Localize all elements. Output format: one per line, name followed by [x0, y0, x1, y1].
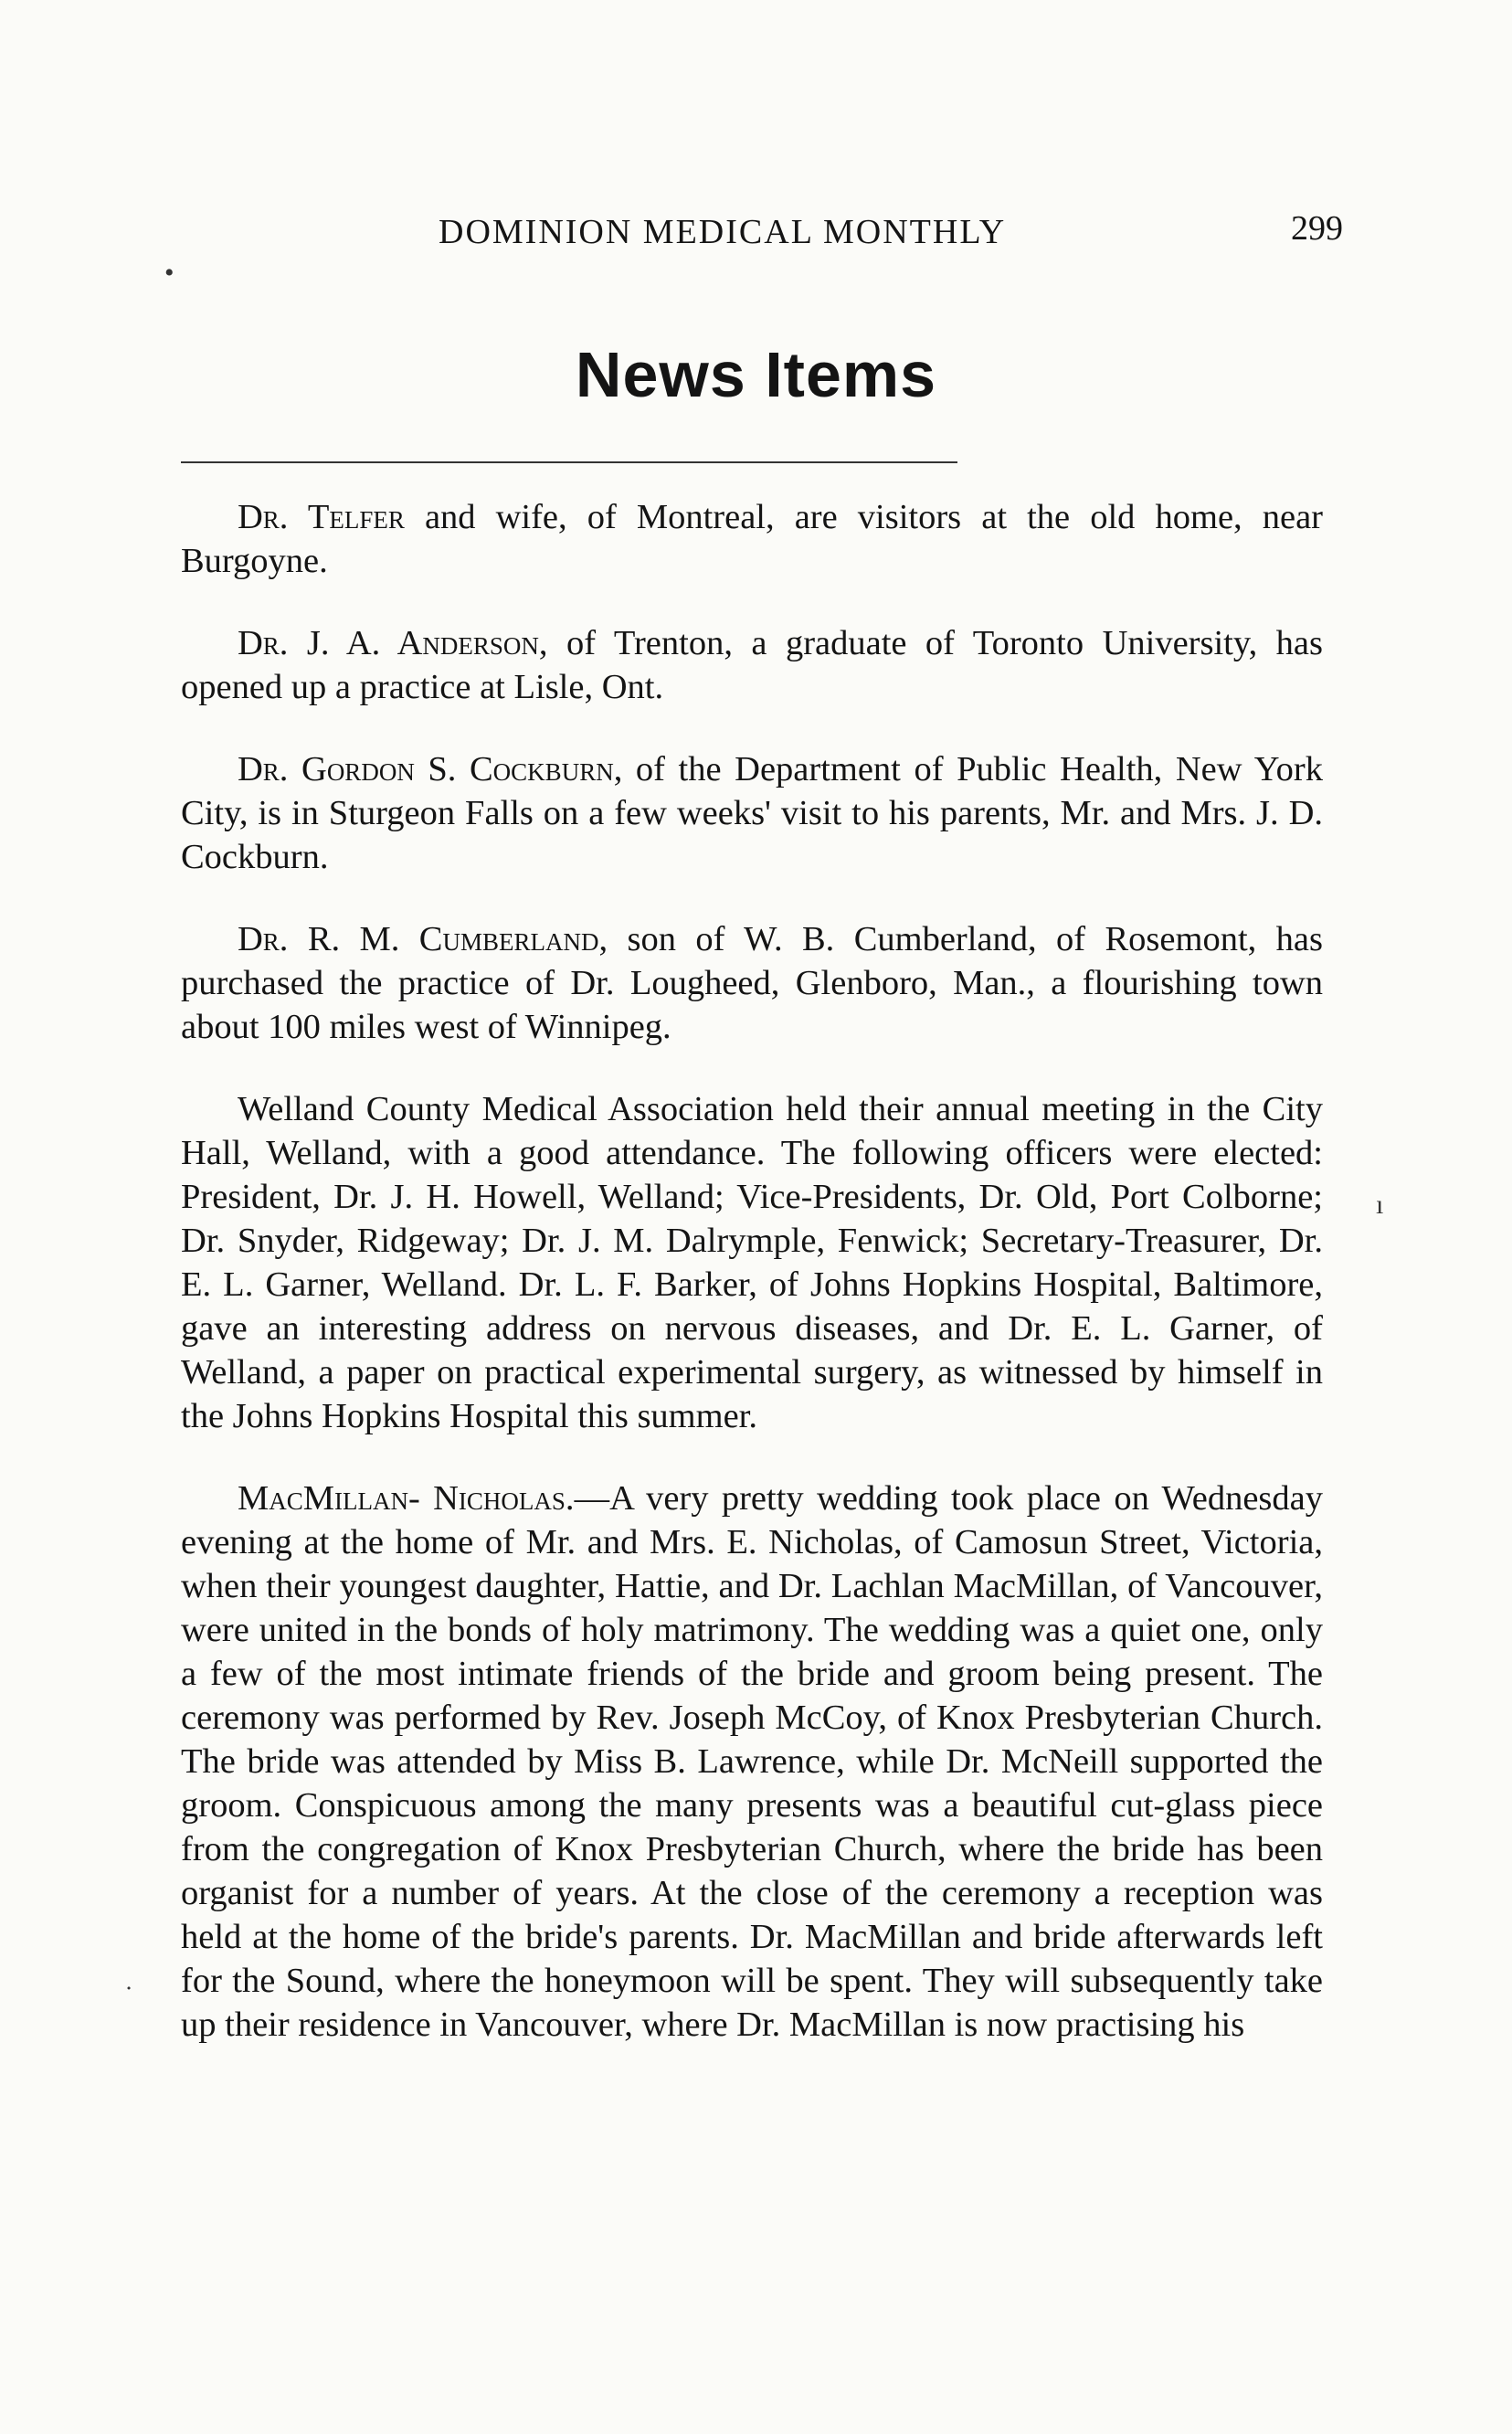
- margin-speck: ı: [1376, 1190, 1384, 1220]
- news-items: [181, 495, 1323, 2085]
- news-item: [181, 917, 1323, 1049]
- section-heading: News Items: [575, 339, 937, 410]
- page-number: 299: [1291, 209, 1343, 248]
- news-item-text: son of W. B. Cumberland, of Rosemont, has purchased the practice of Dr. Lougheed, Glenboro, Man., a flourishing town about 100 miles west of Winnipeg.: [181, 920, 1323, 1046]
- news-item-text: of the Department of Public Health, New York City, is in Sturgeon Falls on a few weeks' visit to his parents, Mr. and Mrs. J. D. Cockburn.: [181, 750, 1323, 876]
- news-item: [181, 747, 1323, 879]
- news-item-text: and wife, of Montreal, are visitors at the old home, near Burgoyne.: [181, 498, 1323, 580]
- journal-name: DOMINION MEDICAL MONTHLY: [439, 213, 1007, 251]
- news-item-text: Welland County Medical Association held their annual meeting in the City Hall, Welland, with a good attendance. The following officers were elected: President, Dr. J. H. Howell, Welland; Vice-Presidents, Dr. Old, Port Colborne; Dr. Snyder, Ridgeway; Dr. J. M. Dalrymple, Fenwick; Secretary-Treasurer, Dr. E. L. Garner, Welland. Dr. L. F. Barker, of Johns Hopkins Hospital, Baltimore, gave an interesting address on nervous diseases, and Dr. E. L. Garner, of Welland, a paper on practical experimental surgery, as witnessed by himself in the Johns Hopkins Hospital this summer.: [181, 1090, 1323, 1435]
- news-item-lead: Dr. R. M. Cumberland,: [238, 920, 608, 958]
- margin-speck: •: [164, 258, 174, 288]
- news-item: [181, 1476, 1323, 2047]
- news-item-lead: MacMillan- Nicholas.: [238, 1479, 575, 1518]
- news-item-text: —A very pretty wedding took place on Wednesday evening at the home of Mr. and Mrs. E. Nicholas, of Camosun Street, Victoria, when their youngest daughter, Hattie, and Dr. Lachlan MacMillan, of Vancouver, were united in the bonds of holy matrimony. The wedding was a quiet one, only a few of the most intimate friends of the bride and groom being present. The ceremony was performed by Rev. Joseph McCoy, of Knox Presbyterian Church. The bride was attended by Miss B. Lawrence, while Dr. McNeill supported the groom. Conspicuous among the many presents was a beautiful cut-glass piece from the congregation of Knox Presbyterian Church, where the bride has been organist for a number of years. At the close of the ceremony a reception was held at the home of the bride's parents. Dr. MacMillan and bride afterwards left for the Sound, where the honeymoon will be spent. They will subsequently take up their residence in Vancouver, where Dr. MacMillan is now practising his: [181, 1479, 1323, 2044]
- running-head: [183, 209, 1343, 267]
- heading-rule: [181, 461, 957, 463]
- news-item: [181, 1087, 1323, 1438]
- news-item-lead: Dr. Telfer: [238, 498, 405, 536]
- margin-speck: ˙: [124, 1981, 133, 2011]
- news-item: [181, 495, 1323, 583]
- news-item-lead: Dr. J. A. Anderson,: [238, 624, 548, 662]
- news-item: [181, 621, 1323, 709]
- news-item-lead: Dr. Gordon S. Cockburn,: [238, 750, 623, 788]
- news-item-text: of Trenton, a graduate of Toronto University, has opened up a practice at Lisle, Ont.: [181, 624, 1323, 706]
